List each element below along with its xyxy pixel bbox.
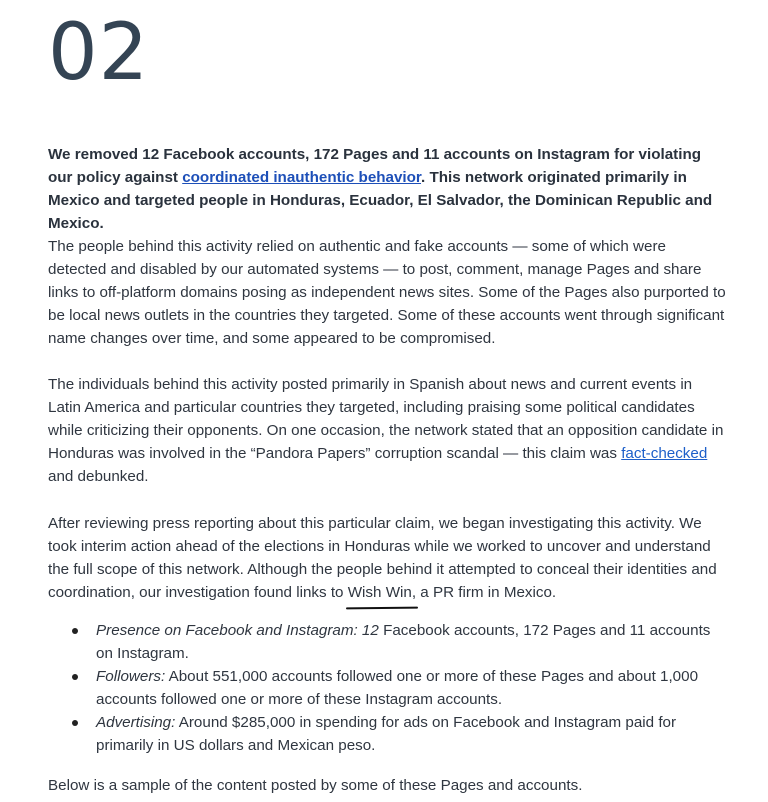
fact-checked-link[interactable]: fact-checked xyxy=(621,445,708,462)
lead-text-2: . This network originated primarily in Mexico and targeted people in Honduras, Ecuador, El Salvador, the Dominican Republic and Mexico. xyxy=(48,169,713,232)
wish-win-handwritten-underline: Wish Win, xyxy=(348,581,416,604)
list-item xyxy=(48,665,728,711)
list-item xyxy=(48,619,728,665)
closing-paragraph: Below is a sample of the content posted by some of these Pages and accounts. xyxy=(48,777,583,794)
bullet-icon xyxy=(72,628,78,634)
paragraph-activity: The people behind this activity relied on authentic and fake accounts — some of which were detected and disabled by our automated systems — to post, comment, manage Pages and share links to off-platform domains posing as independent news sites. Some of the Pages also purported to be local news outlets in the countries they targeted. Some of these accounts went through significant name changes over time, and some appeared to be compromised. xyxy=(48,238,726,347)
paragraph-investigation xyxy=(48,512,728,604)
paragraph4-text-2: a PR firm in Mexico. xyxy=(416,584,557,601)
paragraph3-text-2: and debunked. xyxy=(48,468,149,485)
network-stats-list xyxy=(48,619,728,757)
bullet-icon xyxy=(72,674,78,680)
paragraph4-text-1: After reviewing press reporting about this particular claim, we began investigating this activity. We took interim action ahead of the elections in Honduras while we worked to uncover and understand the full scope of this network. Although the people behind it attempted to conceal their identities and coordination, our investigation found links to xyxy=(48,515,717,601)
lead-text-1: We removed 12 Facebook accounts, 172 Pages and 11 accounts on Instagram for violating our policy against xyxy=(48,146,701,186)
list-item xyxy=(48,711,728,757)
bullet-text: Facebook accounts, 172 Pages and 11 accounts on Instagram. xyxy=(96,622,711,662)
coordinated-inauthentic-behavior-link[interactable]: coordinated inauthentic behavior xyxy=(182,169,422,186)
paragraph-content xyxy=(48,373,728,488)
bullet-text: Around $285,000 in spending for ads on Facebook and Instagram paid for primarily in US dollars and Mexican peso. xyxy=(96,714,677,754)
bullet-label: Presence on Facebook and Instagram: 12 xyxy=(96,622,379,639)
bullet-icon xyxy=(72,720,78,726)
paragraph3-text-1: The individuals behind this activity posted primarily in Spanish about news and current events in Latin America and particular countries they targeted, including praising some political candidates while criticizing their opponents. On one occasion, the network stated that an opposition candidate in Honduras was involved in the “Pandora Papers” corruption scandal — this claim was xyxy=(48,376,724,462)
bullet-label: Followers: xyxy=(96,668,166,685)
lead-paragraph xyxy=(48,143,728,235)
bullet-label: Advertising: xyxy=(96,714,176,731)
section-number: 02 xyxy=(48,8,150,98)
bullet-text: About 551,000 accounts followed one or more of these Pages and about 1,000 accounts followed one or more of these Instagram accounts. xyxy=(96,668,699,708)
